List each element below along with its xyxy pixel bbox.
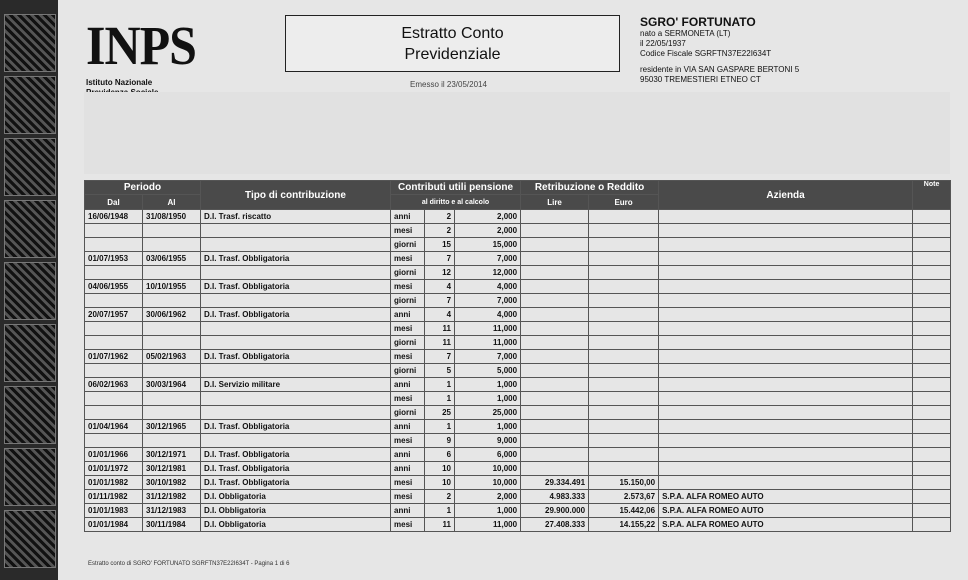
cell-euro: 14.155,22 [589, 518, 659, 532]
cell-az [659, 434, 913, 448]
cell-n: 25 [425, 406, 455, 420]
table-row [85, 448, 951, 462]
cell-lire [521, 252, 589, 266]
cell-unit: anni [391, 462, 425, 476]
cell-dal: 01/01/1966 [85, 448, 143, 462]
cell-tipo: D.I. Obbligatoria [201, 518, 391, 532]
cell-n: 7 [425, 350, 455, 364]
header-azienda: Azienda [659, 181, 913, 210]
cell-euro [589, 238, 659, 252]
cell-al: 30/10/1982 [143, 476, 201, 490]
cell-lire [521, 322, 589, 336]
cell-unit: giorni [391, 406, 425, 420]
cell-lire [521, 392, 589, 406]
cell-lire [521, 280, 589, 294]
table-row [85, 392, 951, 406]
cell-lire [521, 266, 589, 280]
cell-lire [521, 350, 589, 364]
cell-lire: 4.983.333 [521, 490, 589, 504]
cell-lire: 27.408.333 [521, 518, 589, 532]
cell-tipo: D.I. Trasf. Obbligatoria [201, 350, 391, 364]
cell-note [913, 266, 951, 280]
cell-euro [589, 378, 659, 392]
cell-tipo [201, 434, 391, 448]
cell-lire [521, 406, 589, 420]
cell-az [659, 308, 913, 322]
cell-note [913, 210, 951, 224]
scan-edge [0, 0, 58, 580]
cell-calc: 25,000 [455, 406, 521, 420]
cell-tipo: D.I. Trasf. riscatto [201, 210, 391, 224]
header-al: Al [143, 195, 201, 210]
header-tipo: Tipo di contribuzione [201, 181, 391, 210]
cell-az [659, 392, 913, 406]
cell-note [913, 462, 951, 476]
cell-note [913, 378, 951, 392]
cell-note [913, 448, 951, 462]
cell-n: 6 [425, 448, 455, 462]
cell-dal: 01/01/1972 [85, 462, 143, 476]
cell-note [913, 308, 951, 322]
cell-dal [85, 364, 143, 378]
cell-az [659, 210, 913, 224]
cell-dal: 01/01/1984 [85, 518, 143, 532]
cell-lire [521, 462, 589, 476]
cell-n: 11 [425, 336, 455, 350]
cell-note [913, 322, 951, 336]
cell-n: 1 [425, 504, 455, 518]
cell-calc: 12,000 [455, 266, 521, 280]
cell-unit: anni [391, 420, 425, 434]
cell-az [659, 350, 913, 364]
cell-calc: 1,000 [455, 420, 521, 434]
cell-euro: 15.150,00 [589, 476, 659, 490]
header-periodo: Periodo [85, 181, 201, 195]
cell-unit: giorni [391, 336, 425, 350]
cell-n: 10 [425, 462, 455, 476]
table-row [85, 210, 951, 224]
cell-al: 30/11/1984 [143, 518, 201, 532]
cell-euro [589, 420, 659, 434]
cell-az [659, 224, 913, 238]
cell-calc: 9,000 [455, 434, 521, 448]
cell-az [659, 448, 913, 462]
cell-euro [589, 350, 659, 364]
cell-calc: 2,000 [455, 490, 521, 504]
cell-tipo: D.I. Trasf. Obbligatoria [201, 476, 391, 490]
table-row [85, 294, 951, 308]
cell-calc: 7,000 [455, 294, 521, 308]
cell-note [913, 476, 951, 490]
cell-note [913, 490, 951, 504]
cell-lire: 29.900.000 [521, 504, 589, 518]
issue-date: Emesso il 23/05/2014 [410, 80, 487, 89]
cell-al: 30/12/1965 [143, 420, 201, 434]
cell-n: 1 [425, 392, 455, 406]
table-row [85, 490, 951, 504]
cell-unit: anni [391, 448, 425, 462]
table-row [85, 350, 951, 364]
cell-n: 4 [425, 308, 455, 322]
cell-tipo: D.I. Trasf. Obbligatoria [201, 448, 391, 462]
cell-euro [589, 392, 659, 406]
cell-tipo [201, 224, 391, 238]
cell-dal [85, 434, 143, 448]
cell-lire [521, 308, 589, 322]
cell-lire [521, 434, 589, 448]
cell-calc: 1,000 [455, 392, 521, 406]
cell-euro: 15.442,06 [589, 504, 659, 518]
table-row [85, 420, 951, 434]
cell-tipo [201, 392, 391, 406]
table-row [85, 434, 951, 448]
cell-n: 5 [425, 364, 455, 378]
cell-n: 15 [425, 238, 455, 252]
cell-unit: anni [391, 504, 425, 518]
cell-note [913, 224, 951, 238]
cell-al [143, 336, 201, 350]
cell-calc: 1,000 [455, 504, 521, 518]
cell-euro [589, 210, 659, 224]
cell-dal [85, 266, 143, 280]
cell-az [659, 406, 913, 420]
cell-az: S.P.A. ALFA ROMEO AUTO [659, 490, 913, 504]
cell-unit: mesi [391, 350, 425, 364]
cell-euro [589, 252, 659, 266]
cell-az [659, 462, 913, 476]
cell-note [913, 238, 951, 252]
cell-calc: 7,000 [455, 350, 521, 364]
cell-az [659, 364, 913, 378]
table-row [85, 224, 951, 238]
cell-note [913, 420, 951, 434]
cell-al [143, 266, 201, 280]
cell-tipo: D.I. Servizio militare [201, 378, 391, 392]
cell-unit: anni [391, 378, 425, 392]
residence-line1: residente in VIA SAN GASPARE BERTONI 5 [640, 65, 800, 74]
cell-n: 7 [425, 252, 455, 266]
cell-lire [521, 448, 589, 462]
cell-al [143, 434, 201, 448]
cell-tipo: D.I. Obbligatoria [201, 504, 391, 518]
cell-euro [589, 308, 659, 322]
birthplace: nato a SERMONETA (LT) [640, 29, 731, 38]
cell-tipo [201, 322, 391, 336]
cell-note [913, 280, 951, 294]
cell-calc: 5,000 [455, 364, 521, 378]
table-row [85, 406, 951, 420]
cell-dal [85, 294, 143, 308]
cell-euro: 2.573,67 [589, 490, 659, 504]
cell-calc: 2,000 [455, 224, 521, 238]
header-note: Note [913, 181, 951, 210]
cell-calc: 10,000 [455, 462, 521, 476]
cell-note [913, 518, 951, 532]
contributions-table [84, 180, 951, 532]
document-title: Estratto Conto Previdenziale [285, 15, 620, 72]
cell-tipo: D.I. Trasf. Obbligatoria [201, 420, 391, 434]
person-info [640, 15, 799, 85]
table-row [85, 266, 951, 280]
cell-euro [589, 294, 659, 308]
cell-calc: 11,000 [455, 336, 521, 350]
cell-unit: giorni [391, 364, 425, 378]
cell-az [659, 266, 913, 280]
cell-unit: mesi [391, 392, 425, 406]
cell-calc: 7,000 [455, 252, 521, 266]
cell-tipo [201, 406, 391, 420]
residence-line2: 95030 TREMESTIERI ETNEO CT [640, 75, 761, 84]
cell-lire [521, 238, 589, 252]
cell-calc: 2,000 [455, 210, 521, 224]
cell-unit: mesi [391, 280, 425, 294]
cell-n: 1 [425, 420, 455, 434]
logo-text: INPS [86, 14, 196, 77]
cell-euro [589, 448, 659, 462]
cell-lire [521, 224, 589, 238]
cell-dal: 01/11/1982 [85, 490, 143, 504]
cell-dal [85, 336, 143, 350]
cell-calc: 15,000 [455, 238, 521, 252]
cell-tipo [201, 364, 391, 378]
cell-az: S.P.A. ALFA ROMEO AUTO [659, 504, 913, 518]
cell-n: 1 [425, 378, 455, 392]
cell-unit: anni [391, 210, 425, 224]
cell-lire [521, 336, 589, 350]
cell-lire [521, 294, 589, 308]
cell-n: 10 [425, 476, 455, 490]
table-row [85, 252, 951, 266]
cell-unit: mesi [391, 322, 425, 336]
cell-euro [589, 266, 659, 280]
cell-note [913, 406, 951, 420]
cell-dal: 06/02/1963 [85, 378, 143, 392]
cell-unit: mesi [391, 476, 425, 490]
cell-euro [589, 224, 659, 238]
cell-tipo [201, 336, 391, 350]
cell-dal: 20/07/1957 [85, 308, 143, 322]
cell-al [143, 392, 201, 406]
cell-calc: 11,000 [455, 518, 521, 532]
cell-calc: 10,000 [455, 476, 521, 490]
table-row [85, 238, 951, 252]
cell-al [143, 322, 201, 336]
cell-n: 11 [425, 322, 455, 336]
table-row [85, 336, 951, 350]
cell-euro [589, 462, 659, 476]
cell-unit: mesi [391, 434, 425, 448]
cell-al: 05/02/1963 [143, 350, 201, 364]
cell-dal: 01/01/1983 [85, 504, 143, 518]
cell-al [143, 294, 201, 308]
cell-dal: 04/06/1955 [85, 280, 143, 294]
cell-unit: giorni [391, 238, 425, 252]
cell-note [913, 336, 951, 350]
cell-calc: 4,000 [455, 280, 521, 294]
cell-al: 30/06/1962 [143, 308, 201, 322]
cell-euro [589, 336, 659, 350]
cell-lire: 29.334.491 [521, 476, 589, 490]
table-row [85, 322, 951, 336]
cell-lire [521, 378, 589, 392]
header-euro: Euro [589, 195, 659, 210]
cell-unit: anni [391, 308, 425, 322]
table-row [85, 476, 951, 490]
cell-tipo [201, 266, 391, 280]
cell-calc: 6,000 [455, 448, 521, 462]
header-dal: Dal [85, 195, 143, 210]
cell-unit: mesi [391, 518, 425, 532]
cell-lire [521, 364, 589, 378]
cell-al: 30/12/1971 [143, 448, 201, 462]
cell-az: S.P.A. ALFA ROMEO AUTO [659, 518, 913, 532]
cell-az [659, 238, 913, 252]
cell-al [143, 238, 201, 252]
cell-al [143, 406, 201, 420]
cell-euro [589, 322, 659, 336]
cell-calc: 1,000 [455, 378, 521, 392]
cell-note [913, 504, 951, 518]
cell-dal: 01/07/1953 [85, 252, 143, 266]
cell-n: 11 [425, 518, 455, 532]
table-row [85, 280, 951, 294]
cell-al [143, 224, 201, 238]
cell-al: 31/12/1982 [143, 490, 201, 504]
page-footer: Estratto conto di SGRO' FORTUNATO SGRFTN37E22I634T - Pagina 1 di 6 [88, 561, 290, 567]
cell-euro [589, 364, 659, 378]
cell-n: 2 [425, 490, 455, 504]
header-contributi: Contributi utili pensione [391, 181, 521, 195]
cell-tipo [201, 238, 391, 252]
cell-n: 7 [425, 294, 455, 308]
cell-n: 9 [425, 434, 455, 448]
org-name: Istituto Nazionale [86, 78, 153, 87]
cell-tipo: D.I. Trasf. Obbligatoria [201, 462, 391, 476]
cell-az [659, 322, 913, 336]
cell-unit: mesi [391, 224, 425, 238]
cell-az [659, 280, 913, 294]
grey-band [84, 92, 950, 174]
cell-note [913, 392, 951, 406]
cell-tipo: D.I. Obbligatoria [201, 490, 391, 504]
cell-dal [85, 224, 143, 238]
cell-euro [589, 406, 659, 420]
cell-al: 30/12/1981 [143, 462, 201, 476]
cell-note [913, 364, 951, 378]
cell-euro [589, 434, 659, 448]
cell-tipo: D.I. Trasf. Obbligatoria [201, 280, 391, 294]
cell-unit: mesi [391, 252, 425, 266]
cell-dal [85, 238, 143, 252]
table-row [85, 518, 951, 532]
cell-dal: 01/04/1964 [85, 420, 143, 434]
cell-tipo: D.I. Trasf. Obbligatoria [201, 252, 391, 266]
cell-dal: 01/07/1962 [85, 350, 143, 364]
cell-dal [85, 322, 143, 336]
cell-az [659, 252, 913, 266]
table-row [85, 504, 951, 518]
cell-note [913, 434, 951, 448]
header-retribuzione: Retribuzione o Reddito [521, 181, 659, 195]
cell-az [659, 378, 913, 392]
cell-tipo: D.I. Trasf. Obbligatoria [201, 308, 391, 322]
cell-calc: 11,000 [455, 322, 521, 336]
fiscal-code: Codice Fiscale SGRFTN37E22I634T [640, 49, 772, 58]
cell-dal [85, 406, 143, 420]
birthdate: il 22/05/1937 [640, 39, 686, 48]
cell-az [659, 336, 913, 350]
cell-dal: 16/06/1948 [85, 210, 143, 224]
cell-unit: giorni [391, 266, 425, 280]
cell-az [659, 476, 913, 490]
cell-al: 10/10/1955 [143, 280, 201, 294]
cell-note [913, 350, 951, 364]
cell-unit: giorni [391, 294, 425, 308]
cell-al [143, 364, 201, 378]
cell-tipo [201, 294, 391, 308]
cell-al: 31/12/1983 [143, 504, 201, 518]
cell-lire [521, 210, 589, 224]
cell-n: 12 [425, 266, 455, 280]
cell-euro [589, 280, 659, 294]
cell-dal [85, 392, 143, 406]
cell-unit: mesi [391, 490, 425, 504]
cell-az [659, 294, 913, 308]
cell-n: 2 [425, 224, 455, 238]
cell-note [913, 252, 951, 266]
table-row [85, 378, 951, 392]
header-diritto: al diritto e al calcolo [391, 195, 521, 210]
table-row [85, 308, 951, 322]
cell-az [659, 420, 913, 434]
cell-note [913, 294, 951, 308]
table-row [85, 462, 951, 476]
table-row [85, 364, 951, 378]
cell-al: 30/03/1964 [143, 378, 201, 392]
cell-n: 2 [425, 210, 455, 224]
cell-n: 4 [425, 280, 455, 294]
cell-al: 03/06/1955 [143, 252, 201, 266]
person-name: SGRO' FORTUNATO [640, 15, 756, 29]
table-body [85, 210, 951, 532]
cell-calc: 4,000 [455, 308, 521, 322]
cell-lire [521, 420, 589, 434]
header-lire: Lire [521, 195, 589, 210]
cell-al: 31/08/1950 [143, 210, 201, 224]
cell-dal: 01/01/1982 [85, 476, 143, 490]
